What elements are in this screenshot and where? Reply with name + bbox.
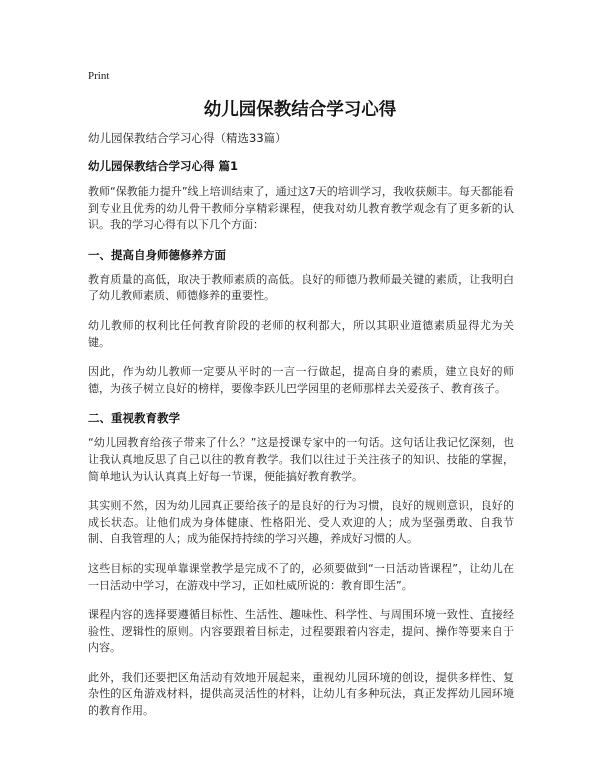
paragraph: 幼儿教师的权利比任何教育阶段的老师的权利都大，所以其职业道德素质显得尤为关键。 — [88, 318, 514, 349]
intro-paragraph: 教师“保教能力提升”线上培训结束了，通过这7天的培训学习，我收获颇丰。每天都能看到专业且优秀的幼儿骨干教师分享精彩课程，使我对幼儿教育教学观念有了更多新的认识。我的学习心得有以下几个方面： — [88, 185, 514, 232]
paragraph: 此外，我们还要把区角活动有效地开展起来，重视幼儿园环境的创设，提供多样性、复杂性的区角游戏材料，提供高灵活性的材料，让幼儿有多种玩法，真正发挥幼儿园环境的教育作用。 — [88, 670, 514, 718]
page-title: 幼儿园保教结合学习心得 — [203, 100, 397, 120]
section-heading-2: 二、重视教育教学 — [88, 411, 180, 426]
document-body — [88, 130, 514, 733]
paragraph: 教育质量的高低，取决于教师素质的高低。良好的师德乃教师最关键的素质，让我明白了幼儿教师素质、师德修养的重要性。 — [88, 272, 514, 303]
paragraph: 因此，作为幼儿教师一定要从平时的一言一行做起，提高自身的素质，建立良好的师德，为孩子树立良好的榜样，要像李跃儿巴学园里的老师那样去关爱孩子、教育孩子。 — [88, 365, 514, 395]
paragraph: 课程内容的选择要遵循目标性、生活性、趣味性、科学性、与周围环境一致性、直接经验性、逻辑性的原则。内容要跟着目标走，过程要跟着内容走，提问、操作等要来自于内容。 — [88, 608, 514, 655]
section-heading-1: 一、提高自身师德修养方面 — [88, 247, 226, 262]
document-subtitle: 幼儿园保教结合学习心得（精选33篇） — [88, 131, 287, 145]
paragraph: 这些目标的实现单靠课堂教学是完成不了的，必须要做到“一日活动皆课程”，让幼儿在一日活动中学习，在游戏中学习，正如杜威所说的：教育即生活”。 — [88, 561, 514, 592]
chapter-heading: 幼儿园保教结合学习心得 篇1 — [88, 159, 239, 173]
paragraph: 其实则不然，因为幼儿园真正要给孩子的是良好的行为习惯，良好的规则意识，良好的成长状态。让他们成为身体健康、性格阳光、受人欢迎的人；成为坚强勇敢、自我节制、自我管理的人；成为能保持持续的学习兴趣，养成好习惯的人。 — [88, 499, 514, 546]
paragraph: “幼儿园教育给孩子带来了什么？”这是授课专家中的一句话。这句话让我记忆深刻，也让我认真地反思了自己以往的教育教学。我们以往过于关注孩子的知识、技能的掌握，简单地认为认认真真上好每一节课，便能搞好教育教学。 — [88, 436, 514, 483]
print-link[interactable]: Print — [88, 70, 110, 82]
